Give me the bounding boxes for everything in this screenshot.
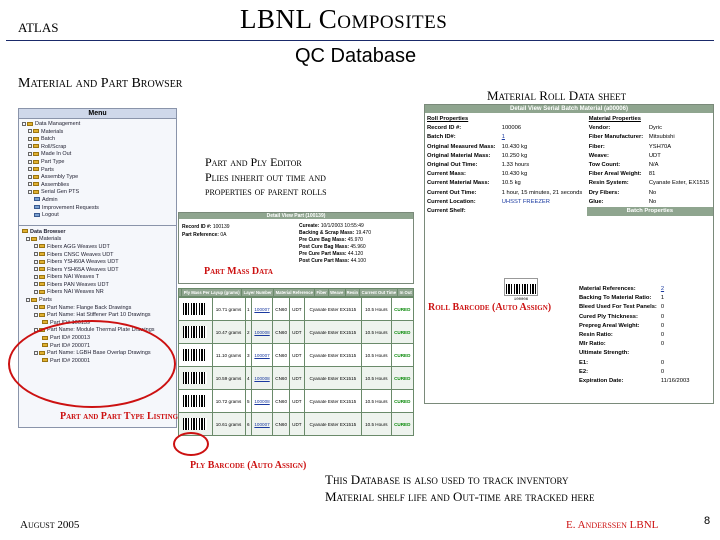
- ply-header: Weave: [330, 290, 344, 295]
- ply-cell: UDT: [290, 413, 304, 436]
- inventory-note: [325, 471, 595, 505]
- menu-item[interactable]: Data Management: [22, 121, 173, 129]
- ply-row[interactable]: [179, 390, 414, 413]
- roll-barcode-number: 100006: [513, 298, 529, 302]
- roll-key: Batch ID#:: [427, 134, 456, 141]
- browser-item[interactable]: Part ID# 200071: [22, 343, 173, 351]
- batch-key: Expiration Date:: [579, 378, 624, 385]
- barcode-icon: [506, 284, 536, 294]
- material-reference-link[interactable]: 100008: [251, 367, 272, 390]
- ply-cell: Cyanate Ester EX1515: [304, 367, 362, 390]
- page-title: LBNL Composites: [240, 4, 448, 34]
- folder-icon: [33, 190, 39, 194]
- cure-status: CURED: [391, 344, 413, 367]
- part-ply-editor-label: Part and Ply Editor: [205, 155, 302, 169]
- browser-item[interactable]: Part ID# 200013: [22, 335, 173, 343]
- cure-status: CURED: [391, 413, 413, 436]
- menu-item[interactable]: Part Type: [22, 159, 173, 167]
- mass-key: Pre Cure Part Mass:: [299, 251, 347, 257]
- folder-icon: [39, 305, 45, 309]
- menu-item[interactable]: Parts: [22, 167, 173, 175]
- folder-icon: [33, 182, 39, 186]
- material-value: No: [648, 189, 657, 196]
- browser-item[interactable]: Fiberx AGG Weaves UDT: [22, 244, 173, 252]
- expand-icon: [28, 129, 32, 133]
- roll-key: Current Out Time:: [427, 189, 477, 196]
- roll-barcode-label: Roll Barcode (Auto Assign): [428, 302, 552, 313]
- menu-item[interactable]: Logout: [22, 212, 173, 220]
- roll-value: 1 hour, 15 minutes, 21 seconds: [501, 189, 583, 196]
- expand-icon: [28, 175, 32, 179]
- batch-value: [659, 349, 692, 358]
- batch-key: Prepreg Areal Weight:: [579, 322, 640, 329]
- ply-cell: UDT: [290, 321, 304, 344]
- expand-icon: [34, 267, 38, 271]
- expand-icon: [28, 190, 32, 194]
- expand-icon: [28, 160, 32, 164]
- browser-item[interactable]: Fibers YSH65A Weaves UDT: [22, 267, 173, 275]
- ply-barcode-label: Ply Barcode (Auto Assign): [190, 460, 307, 471]
- batch-value: 0: [660, 313, 665, 320]
- footer-date: August 2005: [20, 519, 80, 531]
- ply-cell: 1: [245, 298, 251, 321]
- browser-item[interactable]: Fibers NAI Weaves T: [22, 274, 173, 282]
- menu-item[interactable]: Batch: [22, 136, 173, 144]
- folder-icon: [22, 229, 28, 233]
- material-roll-label: Material Roll Data sheet: [487, 88, 627, 103]
- part-ref-label: Part Reference:: [182, 232, 219, 238]
- ply-row[interactable]: [179, 367, 414, 390]
- batch-key: Cured Ply Thickness:: [579, 313, 638, 320]
- folder-icon: [39, 290, 45, 294]
- plies-inherit-line-2: properties of parent rolls: [205, 184, 327, 198]
- folder-icon: [33, 137, 39, 141]
- material-value: Mitsubishi: [648, 134, 675, 141]
- ply-table-panel: [178, 288, 414, 458]
- expand-icon: [28, 144, 32, 148]
- mass-value: 44.120: [347, 251, 364, 257]
- ply-barcode-cell: [179, 344, 213, 367]
- ply-row[interactable]: [179, 298, 414, 321]
- batch-value: 0: [660, 359, 665, 366]
- ply-table-body: [178, 297, 414, 436]
- batch-value: 0: [660, 322, 665, 329]
- barcode-icon: [183, 372, 207, 384]
- ply-barcode-cell: [179, 321, 213, 344]
- folder-icon: [39, 275, 45, 279]
- batch-key: E2:: [579, 368, 589, 375]
- page-number: 8: [704, 515, 711, 527]
- browser-item[interactable]: Parts: [22, 297, 173, 305]
- ply-cell: 2: [245, 321, 251, 344]
- roll-key: Current Location:: [427, 198, 476, 205]
- mass-key: Post Cure Bag Mass:: [299, 244, 350, 250]
- ply-header: Material Reference: [275, 290, 313, 295]
- ply-barcode-cell: [179, 367, 213, 390]
- browser-item[interactable]: Part Name: Hat Stiffener Part 10 Drawings: [22, 312, 173, 320]
- menu-title: Menu: [19, 109, 176, 119]
- roll-key: Current Shelf:: [427, 208, 466, 215]
- ply-row[interactable]: [179, 344, 414, 367]
- expand-icon: [22, 122, 26, 126]
- ply-header: Current Out Time: [361, 290, 397, 295]
- material-reference-link[interactable]: 100007: [251, 413, 272, 436]
- footer-author: E. Anderssen LBNL: [566, 519, 659, 531]
- mass-value: 44.100: [350, 258, 366, 264]
- part-ref-value: 0A: [220, 232, 227, 238]
- ply-cell: UDT: [290, 390, 304, 413]
- location-value: UHSST FREEZER: [501, 198, 550, 205]
- ply-cell: CN60: [273, 344, 290, 367]
- roll-value: [500, 207, 587, 216]
- batch-value: 0: [660, 332, 665, 339]
- plies-inherit-note: [205, 170, 327, 198]
- material-key: Weave:: [588, 152, 609, 159]
- ply-cell: UDT: [290, 298, 304, 321]
- batch-key: Resin Ratio:: [579, 332, 613, 339]
- ply-cell: 10.5 Hours: [362, 298, 391, 321]
- expand-icon: [34, 275, 38, 279]
- material-key: Fiber Areal Weight:: [588, 171, 642, 178]
- parts-highlight-ellipse: [8, 320, 176, 408]
- roll-key: Original Material Mass:: [427, 152, 491, 159]
- ply-cell: CN60: [273, 413, 290, 436]
- ply-row[interactable]: [179, 321, 414, 344]
- roll-sheet-title: Detail View Serial Batch Material (a00006): [425, 105, 713, 113]
- batch-properties-heading: Batch Properties: [587, 207, 713, 216]
- part-icon: [42, 320, 48, 324]
- browser-item[interactable]: Fibers PAN Weaves UDT: [22, 282, 173, 290]
- ply-cell: Cyanate Ester EX1515: [304, 321, 362, 344]
- ply-cell: 4: [245, 367, 251, 390]
- folder-icon: [33, 144, 39, 148]
- batch-value: 0: [660, 341, 665, 348]
- folder-icon: [31, 237, 37, 241]
- material-key: Resin System:: [588, 180, 629, 187]
- ply-cell: 10.71 grams: [212, 298, 245, 321]
- ply-cell: Cyanate Ester EX1515: [304, 298, 362, 321]
- menu-item[interactable]: Serial Gen PTS: [22, 189, 173, 197]
- admin-icon: [34, 197, 40, 201]
- header-rule: [6, 40, 714, 41]
- browser-item[interactable]: Fibers NAI Weaves NR: [22, 289, 173, 297]
- material-value: Dyric: [648, 125, 663, 132]
- batch-value: 0: [660, 304, 665, 311]
- folder-icon: [39, 282, 45, 286]
- curedate-label: Cureate:: [299, 223, 320, 229]
- material-key: Fiber:: [588, 143, 605, 150]
- ply-cell: 6: [245, 413, 251, 436]
- roll-barcode: [504, 278, 538, 302]
- menu-item[interactable]: Improvement Requests: [22, 205, 173, 213]
- ply-cell: 3: [245, 344, 251, 367]
- batch-key: Bleed Used For Test Panels:: [579, 304, 657, 311]
- ply-header: Ply Mass Per Layup (grams): [182, 289, 242, 297]
- browser-item[interactable]: Fibers YSH60A Weaves UDT: [22, 259, 173, 267]
- folder-icon: [33, 129, 39, 133]
- barcode-icon: [183, 326, 207, 338]
- barcode-icon: [183, 418, 207, 430]
- expand-icon: [28, 152, 32, 156]
- inventory-note-line-2: Material shelf life and Out-time are tracked here: [325, 489, 595, 504]
- ply-cell: CN60: [273, 390, 290, 413]
- ply-cell: UDT: [290, 344, 304, 367]
- expand-icon: [34, 244, 38, 248]
- folder-icon: [39, 260, 45, 264]
- material-key: Dry Fibers:: [588, 189, 620, 196]
- ply-header: Fiber: [316, 290, 327, 295]
- menu-divider: [19, 225, 176, 226]
- ply-cell: UDT: [290, 367, 304, 390]
- folder-icon: [39, 267, 45, 271]
- mass-key: Post Cure Part Mass:: [299, 258, 350, 264]
- material-reference-link[interactable]: 100007: [251, 344, 272, 367]
- material-value: Cyanate Ester, EX1515: [648, 180, 710, 187]
- ply-header: Resin: [346, 290, 359, 295]
- folder-icon: [39, 252, 45, 256]
- ply-rows: [178, 297, 414, 436]
- expand-icon: [28, 182, 32, 186]
- ply-cell: 5: [245, 390, 251, 413]
- browser-item[interactable]: Part ID# 200001: [22, 358, 173, 366]
- ply-header: In Out: [399, 290, 412, 295]
- batch-key: E1:: [579, 359, 589, 366]
- folder-icon: [33, 160, 39, 164]
- browser-title[interactable]: Data Browser: [22, 229, 173, 237]
- browser-item[interactable]: Materials: [22, 236, 173, 244]
- folder-icon: [33, 175, 39, 179]
- material-value: N/A: [648, 162, 659, 169]
- ply-cell: 10.5 Hours: [362, 367, 391, 390]
- record-id-value: 100139: [212, 224, 230, 230]
- mass-value: 19.470: [355, 230, 371, 236]
- material-browser-label: Material and Part Browser: [18, 76, 183, 91]
- menu-item[interactable]: Made In Out: [22, 151, 173, 159]
- menu-tree: [19, 119, 176, 222]
- roll-value: 10.430 kg: [501, 171, 528, 178]
- browser-item[interactable]: Part ID# 100139: [22, 320, 173, 328]
- ply-cell: 10.47 grams: [212, 321, 245, 344]
- cure-status: CURED: [391, 390, 413, 413]
- menu-item[interactable]: Roll/Scrap: [22, 144, 173, 152]
- browser-item[interactable]: Part Name: Flange Back Drawings: [22, 305, 173, 313]
- roll-value: 10.5 kg: [501, 180, 521, 187]
- roll-properties-table: [425, 115, 713, 216]
- roll-key: Current Material Mass:: [427, 180, 490, 187]
- folder-icon: [39, 313, 45, 317]
- ply-barcode-cell: [179, 298, 213, 321]
- expand-icon: [34, 260, 38, 264]
- menu-item[interactable]: Admin: [22, 197, 173, 205]
- curedate-value: 10/1/2003 10:55:49: [320, 223, 364, 229]
- roll-key: Original Measured Mass:: [427, 143, 496, 150]
- batch-value: 0: [660, 368, 665, 375]
- batch-value: 1: [660, 295, 665, 302]
- mass-value: 45.970: [347, 237, 363, 243]
- material-key: Glue:: [588, 198, 604, 205]
- batch-key: Material References:: [579, 286, 636, 292]
- expand-icon: [26, 237, 30, 241]
- part-record: [182, 223, 230, 239]
- mass-key: Backing & Scrap Mass:: [299, 230, 355, 236]
- folder-icon: [27, 122, 33, 126]
- folder-icon: [31, 298, 37, 302]
- part-type-listing-label: Part and Part Type Listing: [60, 411, 179, 422]
- ply-cell: CN60: [273, 298, 290, 321]
- browser-item[interactable]: Part Name: LGBH Base Overlap Drawings: [22, 350, 173, 358]
- part-mass-data-label: Part Mass Data: [204, 266, 273, 277]
- material-value: YSH70A: [648, 143, 672, 150]
- barcode-icon: [183, 303, 207, 315]
- barcode-icon: [183, 395, 207, 407]
- batch-link[interactable]: 1: [501, 134, 505, 141]
- part-detail-title: Detail View Part (100139): [179, 213, 413, 219]
- expand-icon: [34, 290, 38, 294]
- ply-cell: 10.5 Hours: [362, 344, 391, 367]
- request-icon: [34, 205, 40, 209]
- material-properties-heading: Material Properties: [588, 116, 641, 122]
- roll-value: 100006: [501, 125, 522, 132]
- ply-cell: 10.72 grams: [212, 390, 245, 413]
- barcode-icon: [183, 349, 207, 361]
- material-reference-link[interactable]: 100007: [251, 298, 272, 321]
- batch-value: 11/16/2003: [660, 378, 690, 385]
- inventory-note-line-1: This Database is also used to track inventory: [325, 472, 569, 487]
- material-reference-link[interactable]: 100008: [251, 390, 272, 413]
- ply-cell: 10.5 Hours: [362, 413, 391, 436]
- folder-icon: [39, 244, 45, 248]
- roll-key: Original Out Time:: [427, 162, 478, 169]
- record-id-label: Record ID #:: [182, 224, 212, 230]
- ply-barcode-highlight: [173, 432, 209, 456]
- material-value: 81: [648, 171, 656, 178]
- expand-icon: [34, 252, 38, 256]
- material-key: Tow Count:: [588, 162, 621, 169]
- batch-value[interactable]: 2: [660, 286, 665, 292]
- material-value: UDT: [648, 152, 661, 159]
- ply-cell: CN60: [273, 367, 290, 390]
- expand-icon: [34, 305, 38, 309]
- ply-cell: 10.5 Hours: [362, 390, 391, 413]
- cure-status: CURED: [391, 298, 413, 321]
- expand-icon: [34, 313, 38, 317]
- ply-cell: Cyanate Ester EX1515: [304, 390, 362, 413]
- part-mass-data: [299, 223, 371, 265]
- folder-icon: [33, 167, 39, 171]
- material-key: Vendor:: [588, 125, 611, 132]
- material-value: No: [648, 198, 657, 205]
- menu-item[interactable]: Assembly Type: [22, 174, 173, 182]
- batch-key: Backing To Material Ratio:: [579, 295, 652, 302]
- roll-value: 10.250 kg: [501, 152, 528, 159]
- menu-item[interactable]: Materials: [22, 129, 173, 137]
- material-key: Fiber Manufacturer:: [588, 134, 644, 141]
- menu-item[interactable]: Assemblies: [22, 182, 173, 190]
- browser-item[interactable]: Part Name: Module Thermal Plate Drawings: [22, 327, 173, 335]
- expand-icon: [28, 137, 32, 141]
- roll-value: 10.430 kg: [501, 143, 528, 150]
- ply-cell: CN60: [273, 321, 290, 344]
- batch-key: Mlr Ratio:: [579, 341, 606, 348]
- mass-key: Pre Cure Bag Mass:: [299, 237, 347, 243]
- roll-key: Current Mass:: [427, 171, 466, 178]
- ply-table: [178, 288, 414, 297]
- mass-value: 45.960: [350, 244, 366, 250]
- folder-icon: [33, 152, 39, 156]
- ply-cell: 10.61 grams: [212, 413, 245, 436]
- ply-header: Layer Number: [243, 290, 272, 295]
- ply-cell: Cyanate Ester EX1515: [304, 413, 362, 436]
- logout-icon: [34, 213, 40, 217]
- roll-value: 1.33 hours: [501, 162, 530, 169]
- cure-status: CURED: [391, 321, 413, 344]
- atlas-label: ATLAS: [18, 20, 59, 35]
- plies-inherit-line-1: Plies inherit out time and: [205, 170, 326, 184]
- expand-icon: [28, 167, 32, 171]
- ply-cell: 10.59 grams: [212, 367, 245, 390]
- ply-row[interactable]: [179, 413, 414, 436]
- browser-item[interactable]: Fibers CNSC Weaves UDT: [22, 252, 173, 260]
- roll-properties-heading: Roll Properties: [427, 116, 469, 122]
- page-subtitle: QC Database: [295, 45, 417, 67]
- batch-key: Ultimate Strength:: [579, 350, 630, 357]
- expand-icon: [34, 282, 38, 286]
- roll-data-sheet: [424, 104, 714, 404]
- ply-cell: Cyanate Ester EX1515: [304, 344, 362, 367]
- ply-cell: 11.10 grams: [212, 344, 245, 367]
- ply-cell: 10.5 Hours: [362, 321, 391, 344]
- roll-key: Record ID #:: [427, 125, 462, 132]
- ply-barcode-cell: [179, 390, 213, 413]
- batch-properties-table: [577, 285, 691, 386]
- material-reference-link[interactable]: 100008: [251, 321, 272, 344]
- cure-status: CURED: [391, 367, 413, 390]
- expand-icon: [26, 298, 30, 302]
